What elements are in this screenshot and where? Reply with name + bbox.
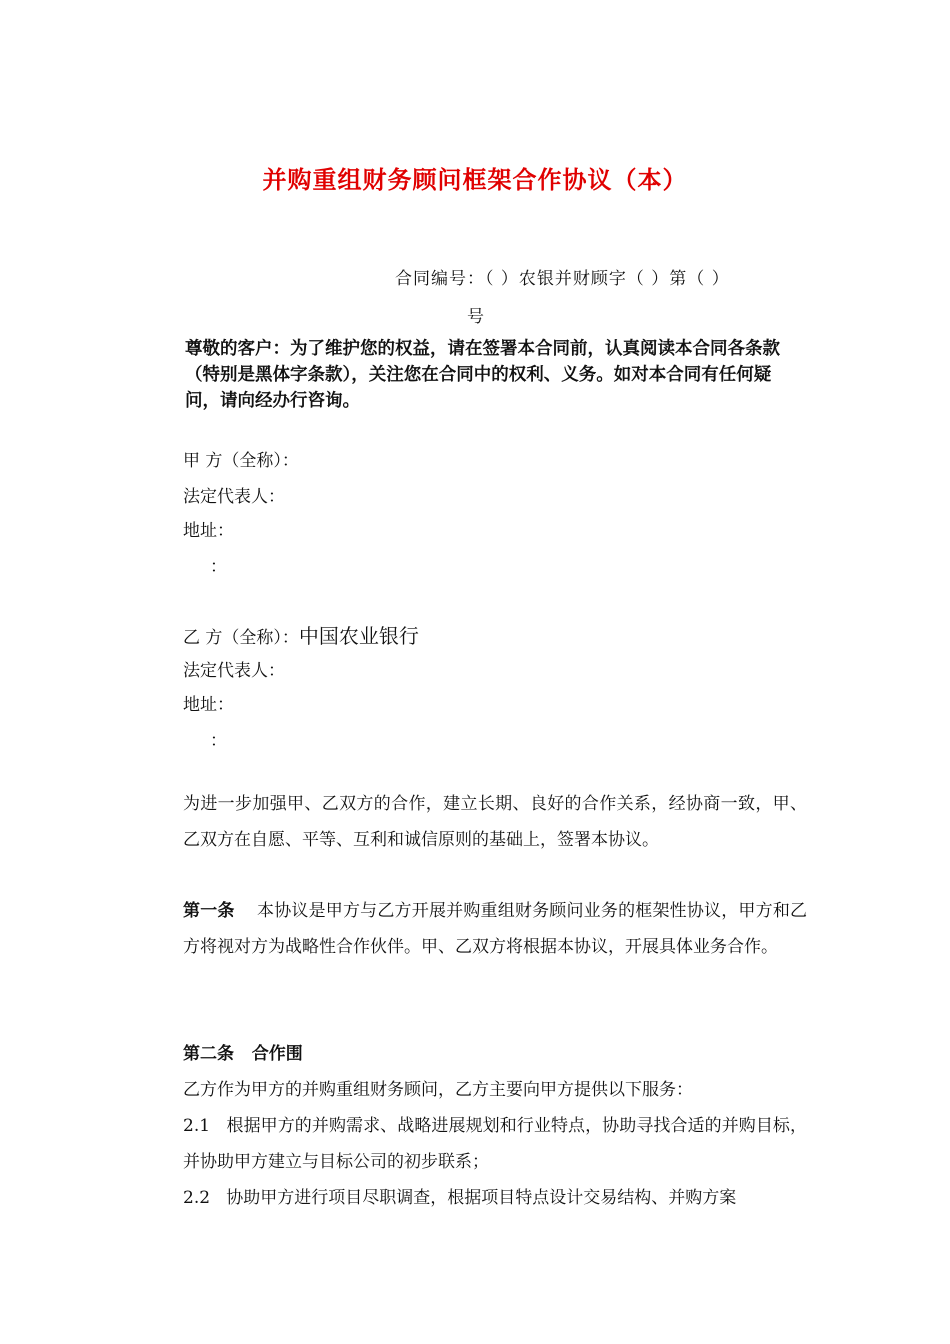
party-b-name-row <box>183 620 419 649</box>
party-a-extra-colon: ： <box>210 557 227 577</box>
contract-number-tail: 号 <box>467 307 484 327</box>
article-1-heading: 第一条 <box>183 901 235 921</box>
party-a-rep-label: 法定代表人： <box>183 487 285 507</box>
preamble-paragraph <box>145 786 807 858</box>
customer-notice <box>145 336 805 414</box>
list-item <box>145 1108 807 1180</box>
list-item <box>145 1180 807 1216</box>
party-b-address-label: 地址： <box>183 695 234 715</box>
party-a-address-label: 地址： <box>183 521 234 541</box>
item-number: 2.1 <box>183 1116 211 1136</box>
party-b-name-label: 乙 方（全称）： <box>183 628 299 648</box>
article-2-subtitle: 合作围 <box>251 1044 303 1064</box>
party-a-name-label: 甲 方（全称）： <box>183 451 299 471</box>
article-2-heading: 第二条 <box>183 1044 234 1064</box>
preamble-text: 为进一步加强甲、乙双方的合作，建立长期、良好的合作关系，经协商一致，甲、乙双方在自愿、平等、互利和诚信原则的基础上，签署本协议。 <box>183 794 807 850</box>
article-2 <box>145 1036 807 1216</box>
article-1-text: 本协议是甲方与乙方开展并购重组财务顾问业务的框架性协议，甲方和乙方将视对方为战略性合作伙伴。甲、乙双方将根据本协议，开展具体业务合作。 <box>183 901 808 957</box>
item-text: 协助甲方进行项目尽职调查，根据项目特点设计交易结构、并购方案 <box>226 1188 737 1208</box>
item-number: 2.2 <box>183 1188 211 1208</box>
document-title: 并购重组财务顾问框架合作协议（本） <box>262 166 688 194</box>
notice-text: 尊敬的客户：为了维护您的权益，请在签署本合同前，认真阅读本合同各条款（特别是黑体字条款），关注您在合同中的权利、义务。如对本合同有任何疑问，请向经办行咨询。 <box>185 339 780 411</box>
party-b-extra-colon: ： <box>210 731 227 751</box>
contract-number: 合同编号：（ ）农银并财顾字（ ）第（ ） <box>395 269 730 289</box>
party-b-rep-label: 法定代表人： <box>183 661 285 681</box>
party-b-name-value: 中国农业银行 <box>298 624 419 648</box>
item-text: 根据甲方的并购需求、战略进展规划和行业特点，协助寻找合适的并购目标，并协助甲方建立与目标公司的初步联系； <box>183 1116 808 1172</box>
article-1 <box>145 893 807 965</box>
article-2-intro: 乙方作为甲方的并购重组财务顾问，乙方主要向甲方提供以下服务： <box>183 1080 693 1100</box>
